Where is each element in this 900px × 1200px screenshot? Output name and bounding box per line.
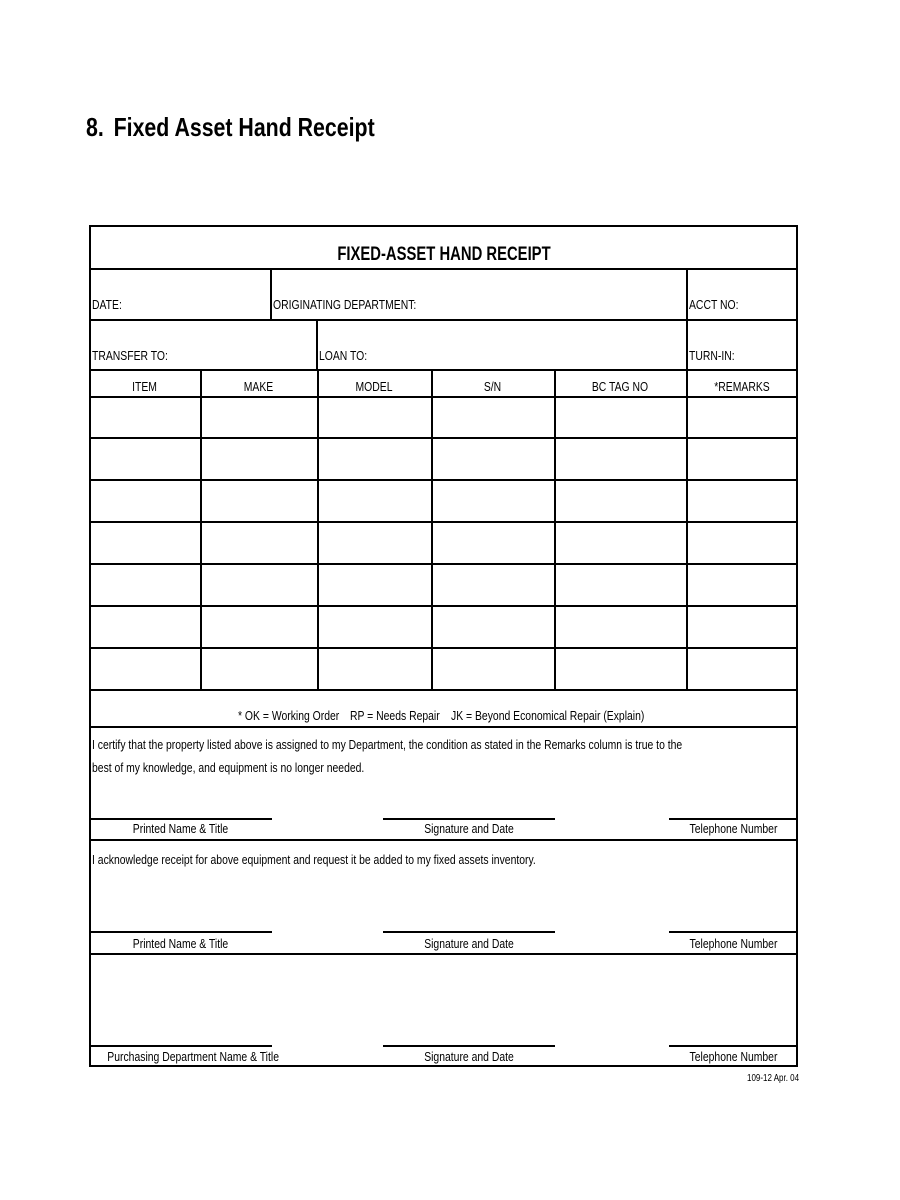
column-header-item: ITEM <box>132 379 157 394</box>
table-row <box>89 396 798 398</box>
divider <box>686 268 688 319</box>
divider <box>89 319 798 321</box>
turn-in-label[interactable]: TURN-IN: <box>689 348 735 363</box>
transfer-to-label[interactable]: TRANSFER TO: <box>92 348 168 363</box>
column-header-remarks: *REMARKS <box>714 379 770 394</box>
form-title: FIXED-ASSET HAND RECEIPT <box>337 244 551 265</box>
signature-line[interactable] <box>383 931 555 933</box>
page-heading <box>86 112 375 143</box>
name-line[interactable] <box>89 1045 272 1047</box>
heading-title: Fixed Asset Hand Receipt <box>113 112 375 142</box>
column-divider <box>554 369 556 689</box>
telephone-label: Telephone Number <box>689 1049 778 1064</box>
table-row <box>89 689 798 691</box>
acknowledge-text: I acknowledge receipt for above equipment and request it be added to my fixed assets inventory. <box>92 852 536 867</box>
column-divider <box>317 369 319 689</box>
legend-jk: JK = Beyond Economical Repair (Explain) <box>451 708 645 723</box>
signature-line[interactable] <box>383 818 555 820</box>
signature-line[interactable] <box>383 1045 555 1047</box>
heading-number: 8. <box>86 112 104 142</box>
acct-no-label[interactable]: ACCT NO: <box>689 297 739 312</box>
column-header-model: MODEL <box>355 379 393 394</box>
column-header-sn: S/N <box>483 379 502 394</box>
table-row <box>89 563 798 565</box>
printed-name-label: Printed Name & Title <box>132 821 229 836</box>
name-line[interactable] <box>89 931 272 933</box>
form-code: 109-12 Apr. 04 <box>746 1073 799 1084</box>
name-line[interactable] <box>89 818 272 820</box>
telephone-label: Telephone Number <box>689 936 778 951</box>
phone-line[interactable] <box>669 931 798 933</box>
column-header-bc-tag: BC TAG NO <box>591 379 649 394</box>
table-row <box>89 479 798 481</box>
originating-department-label[interactable]: ORIGINATING DEPARTMENT: <box>273 297 417 312</box>
column-divider <box>686 369 688 689</box>
telephone-label: Telephone Number <box>689 821 778 836</box>
column-header-make: MAKE <box>243 379 274 394</box>
divider <box>89 726 798 728</box>
divider <box>89 953 798 955</box>
divider <box>89 268 798 270</box>
printed-name-label: Printed Name & Title <box>132 936 229 951</box>
loan-to-label[interactable]: LOAN TO: <box>319 348 368 363</box>
signature-date-label: Signature and Date <box>424 1049 514 1064</box>
divider <box>89 369 798 371</box>
column-divider <box>200 369 202 689</box>
legend-rp: RP = Needs Repair <box>350 708 440 723</box>
purchasing-name-label: Purchasing Department Name & Title <box>107 1049 279 1064</box>
certify-text-line2: best of my knowledge, and equipment is no longer needed. <box>92 760 365 775</box>
divider <box>686 319 688 369</box>
legend-ok: * OK = Working Order <box>238 708 340 723</box>
column-divider <box>431 369 433 689</box>
signature-date-label: Signature and Date <box>424 821 514 836</box>
table-row <box>89 647 798 649</box>
certify-text-line1: I certify that the property listed above is assigned to my Department, the condition as stated in the Remarks column is true to the <box>92 737 683 752</box>
table-row <box>89 521 798 523</box>
table-row <box>89 605 798 607</box>
divider <box>89 839 798 841</box>
phone-line[interactable] <box>669 1045 798 1047</box>
table-row <box>89 437 798 439</box>
signature-date-label: Signature and Date <box>424 936 514 951</box>
date-field-label[interactable]: DATE: <box>92 297 122 312</box>
phone-line[interactable] <box>669 818 798 820</box>
divider <box>316 319 318 369</box>
divider <box>270 268 272 319</box>
